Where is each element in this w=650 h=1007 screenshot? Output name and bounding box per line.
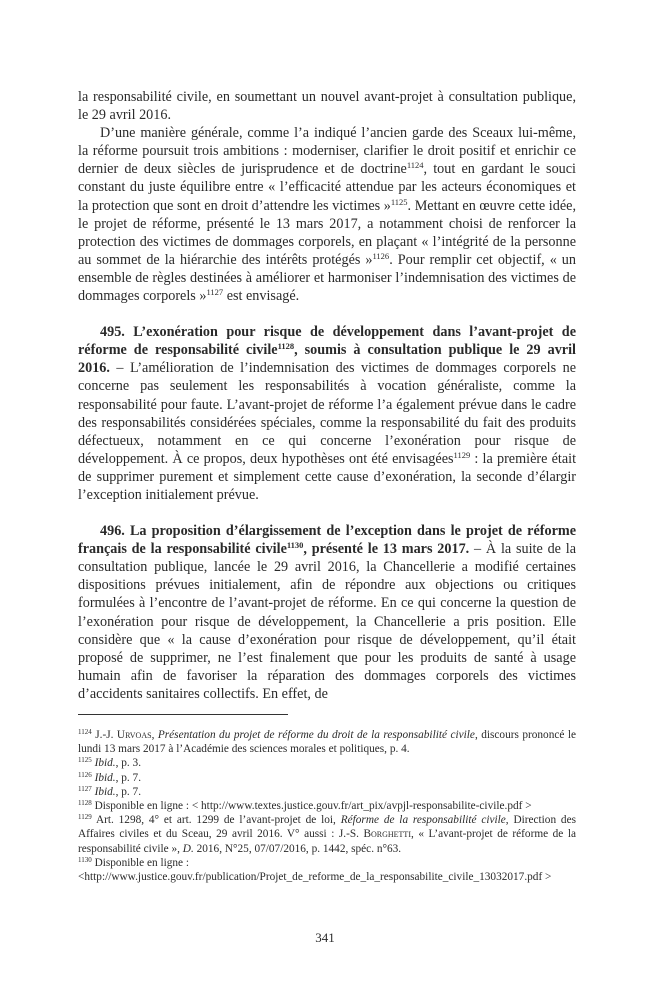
heading-text: , soumis à consultation publique le 29 avril 2016. [78, 342, 576, 377]
paragraph-intro [78, 88, 576, 124]
paragraph-text: la responsabilité civile, en soumettant un nouvel avant-projet à consultation publique, le 29 avril 2016. [78, 89, 576, 124]
page-number: 341 [315, 930, 335, 945]
paragraph-text: D’une manière générale, comme l’a indiqué l’ancien garde des Sceaux lui-même, la réforme poursuit trois ambitions : moderniser, clarifier le droit positif et enrichir ce dernier de deux siècles de jurisprudence et de doctrine [78, 125, 576, 178]
footnote-separator [78, 714, 288, 715]
footnote-ref-1129[interactable]: 1129 [453, 449, 471, 460]
ibid: Ibid. [94, 785, 116, 798]
paragraph-text: . Mettant en œuvre cette idée, le projet de réforme, présenté le 13 mars 2017, a notamment choisi de renforcer la protection des victimes de dommages corporels, en plaçant « l’intégrité de la personne au sommet de la hiérarchie des intérêts protégés » [78, 197, 576, 268]
footnote-ref-1127[interactable]: 1127 [206, 287, 224, 298]
footnote-number: 1129 [78, 813, 92, 822]
footnote-link[interactable]: <http://www.justice.gouv.fr/publication/Projet_de_reforme_de_la_responsabilite_civile_13032017.pdf > [78, 871, 552, 884]
footnote-ref-1124[interactable]: 1124 [406, 160, 424, 171]
paragraph-text: – À la suite de la consultation publique, lancée le 29 avril 2016, la Chancellerie a modifié certaines dispositions prévues initialement, afin de répondre aux objections ou critiques formulées à l’encontre de l’avant-projet de réforme. En ce qui concerne la question de l’exonération pour risque de développement, la Chancellerie a pris position. Elle considère que « la cause d’exonération pour risque de développement, qu’il était proposé de supprimer, ne l’est finalement que pour les produits de santé à usage humain afin de favoriser la réparation des dommages corporels des victimes d’accidents sanitaires collectifs. En effet, de [78, 541, 577, 702]
footnote-1128 [78, 799, 576, 813]
separator: , [151, 729, 158, 741]
footnote-text: , discours prononcé le lundi 13 mars 2017 à l’Académie des sciences morales et politiques, p. 4. [78, 729, 577, 756]
author-initials: J.-J. [95, 729, 117, 741]
journal-abbrev: D. [182, 842, 194, 855]
heading-text: 495. L’exonération pour risque de développement dans l’avant-projet de réforme de responsabilité civile [78, 324, 576, 359]
section-495 [78, 323, 576, 504]
footnote-ref-1128[interactable]: 1128 [277, 341, 295, 352]
heading-text: , présenté le 13 mars 2017. [303, 541, 470, 558]
page-body [78, 88, 576, 703]
footnote-number: 1130 [78, 855, 92, 864]
footnote-text: , « L’avant-projet de réforme de la responsabilité civile », [78, 828, 576, 855]
work-title: Réforme de la responsabilité civile [340, 814, 506, 827]
footnote-text: , Direction des Affaires civiles et du Sceau, 29 avril 2016. V° aussi : J.-S. [78, 814, 576, 841]
paragraph-ambitions [78, 124, 576, 305]
footnote-number: 1126 [78, 770, 92, 779]
heading-text: 496. La proposition d’élargissement de l’exception dans le projet de réforme français de la responsabilité civile [78, 523, 576, 558]
footnote-text: 2016, N°25, 07/07/2016, p. 1442, spéc. n°63. [193, 842, 402, 855]
section-496 [78, 522, 576, 703]
ibid: Ibid. [94, 771, 116, 784]
footnote-text: , p. 7. [115, 771, 142, 784]
footnote-1124 [78, 728, 576, 756]
footnote-text: , p. 7. [115, 785, 142, 798]
paragraph-text: . Pour remplir cet objectif, « un ensemble de règles destinées à améliorer et harmoniser l’indemnisation des victimes de dommages corporels » [78, 251, 576, 305]
footnote-number: 1125 [78, 756, 92, 765]
footnote-1127 [78, 785, 576, 799]
footnote-ref-1130[interactable]: 1130 [286, 540, 304, 551]
footnote-number: 1124 [78, 728, 92, 736]
footnote-link[interactable]: Disponible en ligne : < http://www.textes.justice.gouv.fr/art_pix/avpjl-responsabilite-civile.pdf > [91, 800, 532, 813]
footnote-1130 [78, 856, 576, 884]
ibid: Ibid. [94, 757, 116, 770]
footnote-number: 1128 [78, 799, 92, 808]
footnote-text: , p. 3. [115, 757, 142, 770]
author-name: Borghetti [363, 828, 411, 841]
footnote-ref-1125[interactable]: 1125 [390, 196, 408, 207]
footnotes [78, 714, 576, 884]
author-name: Urvoas [116, 729, 152, 741]
footnote-1125 [78, 756, 576, 770]
paragraph-text: , tout en gardant le souci constant du juste équilibre entre « l’efficacité attendue par les acteurs économiques et la protection que sont en droit d’attendre les victimes » [78, 161, 576, 214]
footnote-text: Art. 1298, 4° et art. 1299 de l’avant-projet de loi, [91, 814, 341, 827]
paragraph-text: : la première était de supprimer purement et simplement cette cause d’exonération, la seconde d’élargir l’exception initialement prévue. [78, 450, 577, 503]
paragraph-text: – L’amélioration de l’indemnisation des victimes de dommages corporels ne concerne pas seulement les responsabilités à vocation généraliste, comme la responsabilité pour faute. L’avant-projet de réforme l’a également prévue dans le cadre des responsabilités considérées spéciales, comme la responsabilité du fait des produits défectueux, notamment en ce qui concerne l’exonération pour risque de développement. À ce propos, deux hypothèses ont été envisagées [78, 360, 576, 467]
footnote-number: 1127 [78, 784, 92, 793]
work-title: Présentation du projet de réforme du droit de la responsabilité civile [157, 729, 475, 741]
footnote-1129 [78, 813, 576, 856]
footnote-1126 [78, 771, 576, 785]
footnote-text: Disponible en ligne : [91, 856, 190, 869]
footnote-ref-1126[interactable]: 1126 [372, 250, 390, 261]
paragraph-text: est envisagé. [223, 288, 300, 305]
